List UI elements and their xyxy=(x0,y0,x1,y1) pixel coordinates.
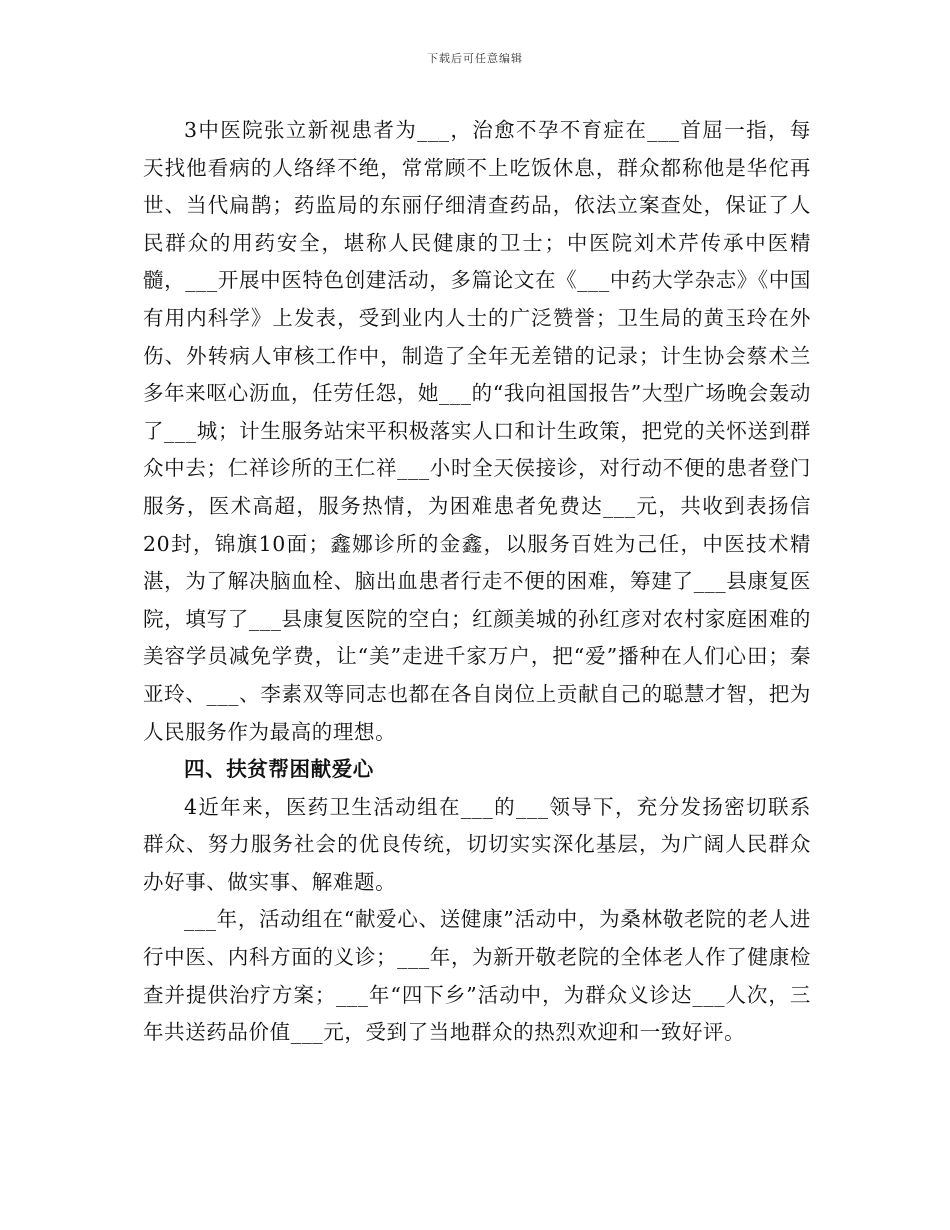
document-body xyxy=(143,112,811,1052)
section-heading: 四、扶贫帮困献爱心 xyxy=(184,757,374,782)
paragraph-3: 3中医院张立新视患者为___，治愈不孕不育症在___首屈一指，每天找他看病的人络绎不绝，常常顾不上吃饭休息，群众都称他是华佗再世、当代扁鹊；药监局的东丽仔细清查药品，依法立案查处，保证了人民群众的用药安全，堪称人民健康的卫士；中医院刘术芹传承中医精髓，___开展中医特色创建活动，多篇论文在《___中药大学杂志》《中国有用内科学》上发表，受到业内人士的广泛赞誉；卫生局的黄玉玲在外伤、外转病人审核工作中，制造了全年无差错的记录；计生协会蔡术兰多年来呕心沥血，任劳任怨，她___的“我向祖国报告”大型广场晚会轰动了___城；计生服务站宋平积极落实人口和计生政策，把党的关怀送到群众中去；仁祥诊所的王仁祥___小时全天侯接诊，对行动不便的患者登门服务，医术高超，服务热情，为困难患者免费达___元，共收到表扬信20封，锦旗10面；鑫娜诊所的金鑫，以服务百姓为己任，中医技术精湛，为了解决脑血栓、脑出血患者行走不便的困难，筹建了___县康复医院，填写了___县康复医院的空白；红颜美城的孙红彦对农村家庭困难的美容学员减免学费，让“美”走进千家万户，把“爱”播种在人们心田；秦亚玲、___、李素双等同志也都在各自岗位上贡献自己的聪慧才智，把为人民服务作为最高的理想。 xyxy=(143,118,811,744)
paragraph-5: ___年，活动组在“献爱心、送健康”活动中，为桑林敬老院的老人进行中医、内科方面的义诊；___年，为新开敬老院的全体老人作了健康检查并提供治疗方案；___年“四下乡”活动中，为群众义诊达___人次，三年共送药品价值___元，受到了当地群众的热烈欢迎和一致好评。 xyxy=(143,907,811,1045)
paragraph-4: 4近年来，医药卫生活动组在___的___领导下，充分发扬密切联系群众、努力服务社会的优良传统，切切实实深化基层，为广阔人民群众办好事、做实事、解难题。 xyxy=(143,794,811,894)
page-header: 下载后可任意编辑 xyxy=(427,52,523,65)
